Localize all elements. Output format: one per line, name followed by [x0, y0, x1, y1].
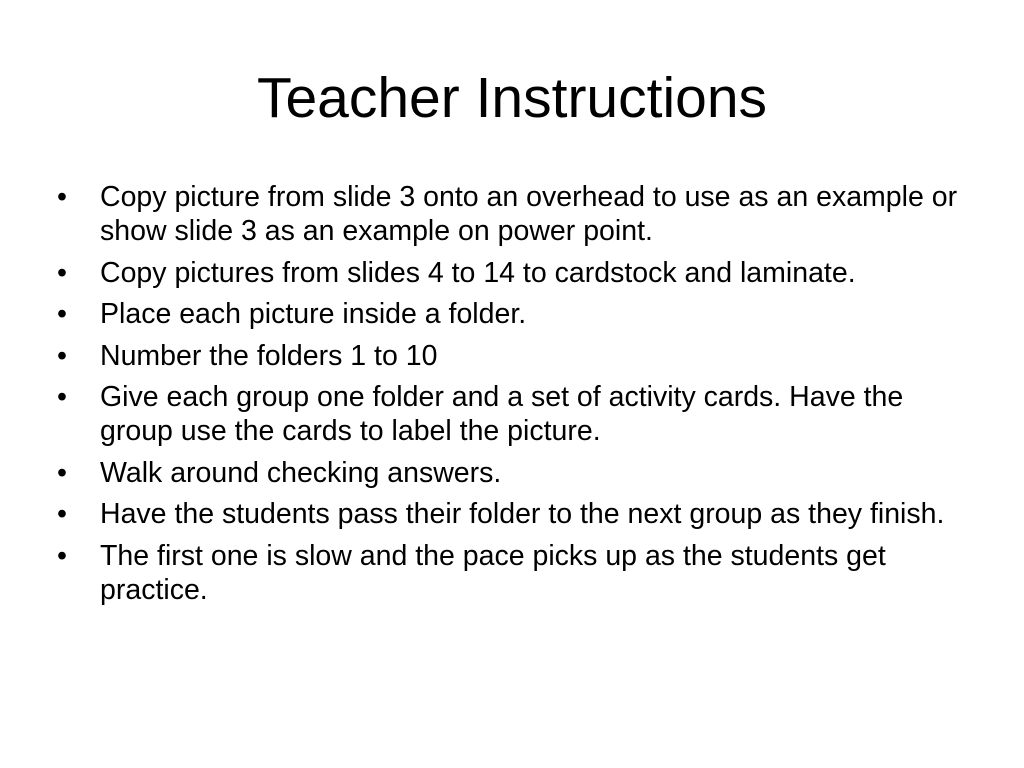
- bullet-icon: •: [57, 181, 67, 213]
- instruction-list: [57, 180, 977, 614]
- list-item-text: Give each group one folder and a set of activity cards. Have the group use the cards to label the picture.: [100, 381, 904, 447]
- list-item-text: Place each picture inside a folder.: [100, 298, 527, 330]
- list-item: [57, 180, 977, 248]
- bullet-icon: •: [57, 339, 67, 372]
- list-item: [57, 456, 977, 490]
- bullet-icon: •: [57, 456, 67, 489]
- slide-title: Teacher Instructions: [256, 66, 768, 130]
- list-item: [57, 497, 977, 531]
- bullet-icon: •: [57, 498, 67, 530]
- bullet-icon: •: [57, 539, 67, 572]
- list-item-text: Copy pictures from slides 4 to 14 to cardstock and laminate.: [100, 256, 856, 289]
- list-item-text: Walk around checking answers.: [100, 456, 502, 489]
- list-item-text: Copy picture from slide 3 onto an overhead to use as an example or show slide 3 as an example on power point.: [100, 181, 958, 247]
- list-item-text: Number the folders 1 to 10: [100, 339, 438, 372]
- list-item: [57, 339, 977, 373]
- bullet-icon: •: [57, 381, 67, 413]
- list-item: [57, 256, 977, 290]
- bullet-icon: •: [57, 298, 67, 330]
- list-item-text: Have the students pass their folder to the next group as they finish.: [100, 498, 945, 530]
- list-item: [57, 297, 977, 331]
- list-item-text: The first one is slow and the pace picks up as the students get practice.: [100, 539, 886, 606]
- list-item: [57, 539, 977, 607]
- bullet-icon: •: [57, 256, 67, 289]
- list-item: [57, 380, 977, 448]
